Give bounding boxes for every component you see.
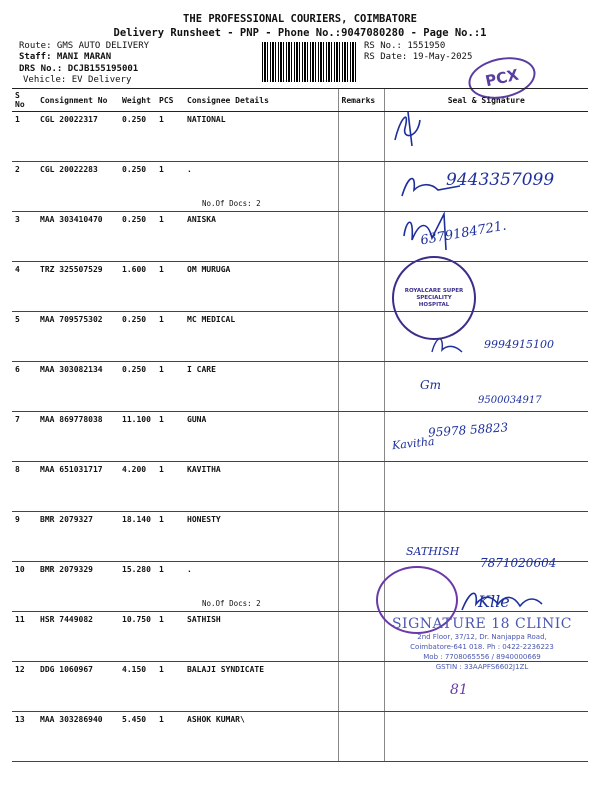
cell-weight: 0.250 bbox=[119, 362, 156, 412]
rs-number: RS No.: 1551950 bbox=[364, 41, 446, 51]
cell-pcs: 1 bbox=[156, 412, 184, 462]
cell-weight: 11.100 bbox=[119, 412, 156, 462]
rs-date: RS Date: 19-May-2025 bbox=[364, 52, 473, 62]
cell-consignment: TRZ 325507529 bbox=[37, 262, 119, 312]
cell-consignment: MAA 303286940 bbox=[37, 712, 119, 762]
cell-pcs: 1 bbox=[156, 362, 184, 412]
cell-sno: 12 bbox=[12, 662, 37, 712]
cell-sno: 2 bbox=[12, 162, 37, 212]
docs-count: No.Of Docs: 2 bbox=[202, 599, 261, 608]
cell-consignee: MC MEDICAL bbox=[184, 312, 338, 362]
cell-sno: 10 bbox=[12, 562, 37, 612]
staff-label: Staff: MANI MARAN bbox=[19, 52, 112, 62]
cell-consignee: NATIONAL bbox=[184, 112, 338, 162]
signature-row6 bbox=[432, 339, 462, 352]
cell-weight: 0.250 bbox=[119, 312, 156, 362]
col-pcs: PCS bbox=[156, 89, 184, 112]
cell-consignee: BALAJI SYNDICATE bbox=[184, 662, 338, 712]
cell-weight: 18.140 bbox=[119, 512, 156, 562]
handwritten-phone-row6: 9994915100 bbox=[484, 338, 554, 351]
cell-consignee: ANISKA bbox=[184, 212, 338, 262]
pcx-stamp: PCX bbox=[465, 51, 540, 104]
route-label: Route: GMS AUTO DELIVERY bbox=[19, 41, 150, 51]
cell-sno: 11 bbox=[12, 612, 37, 662]
clinic-address-line2: Coimbatore-641 018. Ph : 0422-2236223 bbox=[410, 643, 554, 651]
drs-label: DRS No.: DCJB155195001 bbox=[19, 64, 139, 74]
handwritten-signature-row12: Klle bbox=[478, 592, 510, 611]
cell-weight: 0.250 bbox=[119, 212, 156, 262]
cell-weight: 5.450 bbox=[119, 712, 156, 762]
cell-consignment: BMR 2079327 bbox=[37, 512, 119, 562]
cell-sno: 4 bbox=[12, 262, 37, 312]
handwritten-phone-row8: 95978 58823 bbox=[427, 420, 509, 440]
cell-consignment: HSR 7449082 bbox=[37, 612, 119, 662]
col-remarks: Remarks bbox=[338, 89, 384, 112]
cell-sno: 1 bbox=[12, 112, 37, 162]
cell-consignee: HONESTY bbox=[184, 512, 338, 562]
cell-consignee: GUNA bbox=[184, 412, 338, 462]
cell-weight: 15.280 bbox=[119, 562, 156, 612]
vehicle-label: Vehicle: EV Delivery bbox=[23, 75, 132, 85]
cell-sno: 3 bbox=[12, 212, 37, 262]
col-signature: Seal & Signature bbox=[384, 89, 588, 112]
cell-sno: 9 bbox=[12, 512, 37, 562]
cell-sno: 8 bbox=[12, 462, 37, 512]
col-sno: S No bbox=[12, 89, 37, 112]
cell-pcs: 1 bbox=[156, 562, 184, 612]
handwritten-name-row11: SATHISH bbox=[406, 545, 460, 558]
cell-consignment: DDG 1060967 bbox=[37, 662, 119, 712]
cell-weight: 1.600 bbox=[119, 262, 156, 312]
cell-pcs: 1 bbox=[156, 312, 184, 362]
handwritten-phone-row7: 9500034917 bbox=[478, 395, 542, 406]
cell-pcs: 1 bbox=[156, 512, 184, 562]
cell-consignment: MAA 651031717 bbox=[37, 462, 119, 512]
cell-consignment: MAA 709575302 bbox=[37, 312, 119, 362]
consignee-name: . bbox=[187, 165, 192, 174]
col-consignment: Consignment No bbox=[37, 89, 119, 112]
clinic-stamp bbox=[382, 616, 582, 672]
handwritten-phone-row3: 9443357099 bbox=[446, 170, 555, 190]
cell-consignee: KAVITHA bbox=[184, 462, 338, 512]
cell-weight: 10.750 bbox=[119, 612, 156, 662]
cell-consignee: ASHOK KUMAR\ bbox=[184, 712, 338, 762]
handwritten-name-row8: Kavitha bbox=[391, 434, 436, 453]
cell-consignment: MAA 303082134 bbox=[37, 362, 119, 412]
cell-pcs: 1 bbox=[156, 112, 184, 162]
cell-pcs: 1 bbox=[156, 212, 184, 262]
company-title: THE PROFESSIONAL COURIERS, COIMBATORE bbox=[183, 13, 417, 25]
cell-consignee: I CARE bbox=[184, 362, 338, 412]
cell-weight: 0.250 bbox=[119, 162, 156, 212]
clinic-mobile: Mob : 7708065556 / 8940000669 bbox=[423, 653, 541, 661]
cell-consignment: MAA 303410470 bbox=[37, 212, 119, 262]
cell-pcs: 1 bbox=[156, 262, 184, 312]
cell-consignment: CGL 20022283 bbox=[37, 162, 119, 212]
cell-pcs: 1 bbox=[156, 162, 184, 212]
hospital-seal-text: ROYALCARE SUPER SPECIALITY HOSPITAL bbox=[404, 287, 464, 308]
hospital-seal bbox=[392, 256, 476, 340]
clinic-address-line1: 2nd Floor, 37/12, Dr. Nanjappa Road, bbox=[417, 633, 547, 641]
cell-pcs: 1 bbox=[156, 462, 184, 512]
cell-consignment: CGL 20022317 bbox=[37, 112, 119, 162]
handwritten-note-row13: 81 bbox=[450, 682, 468, 698]
cell-pcs: 1 bbox=[156, 712, 184, 762]
clinic-gstin: GSTIN : 33AAPFS6602J1ZL bbox=[435, 663, 529, 671]
cell-consignment: BMR 2079329 bbox=[37, 562, 119, 612]
cell-consignee: SATHISH bbox=[184, 612, 338, 662]
cell-weight: 4.200 bbox=[119, 462, 156, 512]
handwritten-phone-row4: 6379184721. bbox=[419, 218, 508, 249]
cell-weight: 0.250 bbox=[119, 112, 156, 162]
handwritten-signature-row7: Gm bbox=[420, 378, 441, 392]
cell-consignment: MAA 869778038 bbox=[37, 412, 119, 462]
clinic-name: SIGNATURE 18 CLINIC bbox=[391, 616, 573, 632]
cell-pcs: 1 bbox=[156, 612, 184, 662]
col-consignee: Consignee Details bbox=[184, 89, 338, 112]
col-weight: Weight bbox=[119, 89, 156, 112]
cell-weight: 4.150 bbox=[119, 662, 156, 712]
cell-sno: 13 bbox=[12, 712, 37, 762]
signature-row1 bbox=[395, 112, 420, 146]
handwritten-phone-row11: 7871020604 bbox=[480, 556, 557, 570]
cell-pcs: 1 bbox=[156, 662, 184, 712]
consignee-name: . bbox=[187, 565, 192, 574]
cell-consignee: OM MURUGA bbox=[184, 262, 338, 312]
cell-sno: 7 bbox=[12, 412, 37, 462]
cell-sno: 5 bbox=[12, 312, 37, 362]
cell-sno: 6 bbox=[12, 362, 37, 412]
docs-count: No.Of Docs: 2 bbox=[202, 199, 261, 208]
runsheet-subtitle: Delivery Runsheet - PNP - Phone No.:9047080280 - Page No.:1 bbox=[113, 27, 487, 39]
